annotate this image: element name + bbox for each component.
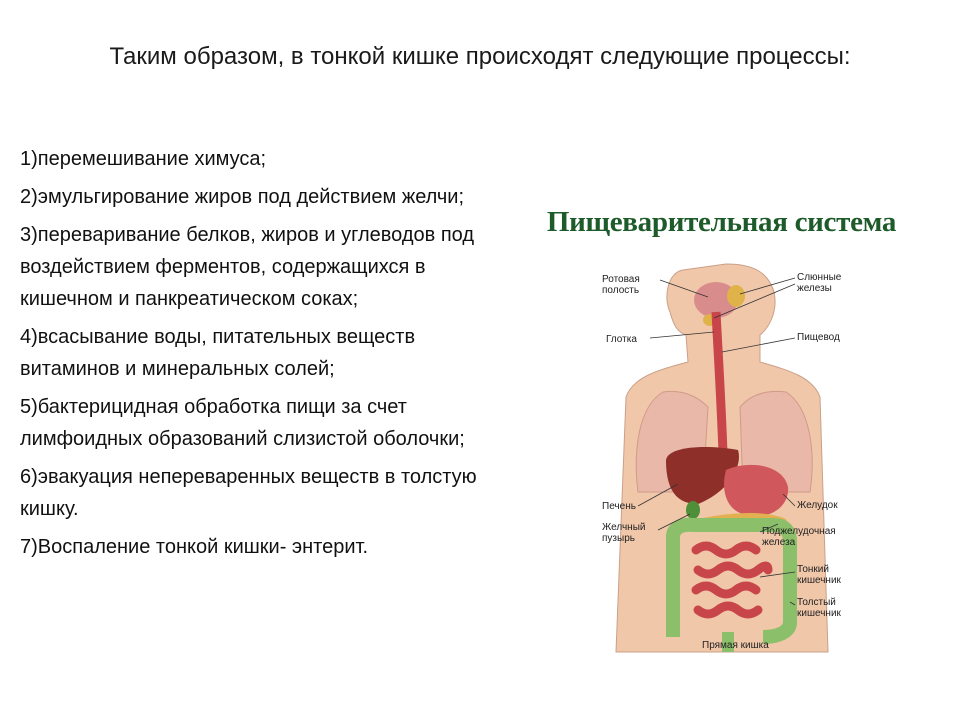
label-rectum: Прямая кишка (702, 640, 769, 651)
label-small-intestine: Тонкий кишечник (797, 564, 841, 586)
process-list (20, 143, 505, 569)
list-item: 1)перемешивание химуса; (20, 148, 267, 170)
label-large-intestine: Толстый кишечник (797, 597, 841, 619)
list-item: 3)переваривание белков, жиров и углеводов под воздействием ферментов, содержащихся в кишечном и панкреатическом соках; (20, 224, 475, 310)
digestive-system-figure (498, 192, 945, 660)
figure-title: Пищеварительная система (546, 206, 897, 238)
label-liver: Печень (602, 501, 636, 512)
slide-title: Таким образом, в тонкой кишке происходят следующие процессы: (109, 43, 851, 70)
label-salivary-glands: Слюнные железы (797, 272, 842, 294)
list-item: 2)эмульгирование жиров под действием желчи; (20, 186, 465, 208)
list-item: 4)всасывание воды, питательных веществ витаминов и минеральных солей; (20, 326, 416, 380)
label-gallbladder: Желчный пузырь (602, 522, 646, 544)
label-esophagus: Пищевод (797, 332, 840, 343)
list-item: 5)бактерицидная обработка пищи за счет лимфоидных образований слизистой оболочки; (20, 396, 465, 450)
anatomy-illustration (498, 192, 945, 660)
list-item: 6)эвакуация непереваренных веществ в толстую кишку. (20, 466, 477, 520)
label-pharynx: Глотка (606, 334, 637, 345)
label-mouth: Ротовая полость (602, 274, 640, 296)
label-stomach: Желудок (797, 500, 838, 511)
list-item: 7)Воспаление тонкой кишки- энтерит. (20, 536, 369, 558)
label-pancreas: Поджелудочная железа (762, 526, 836, 548)
